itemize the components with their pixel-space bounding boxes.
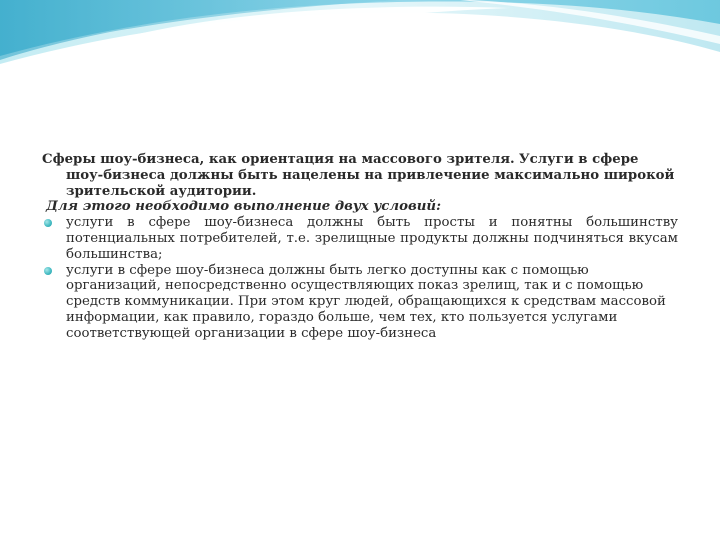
conditions-list — [42, 215, 678, 341]
list-item-text: услуги в сфере шоу-бизнеса должны быть легко доступны как с помощью организаций, непосредственно осуществляющих показ зрелищ, так и с помощью средств коммуникации. При этом круг людей, обращающихся к средствам массовой информации, как правило, гораздо больше, чем тех, кто пользуется услугами соответствующей организации в сфере шоу-бизнеса — [66, 262, 666, 341]
header-wave-decoration — [0, 0, 720, 100]
slide-text-body — [42, 152, 678, 342]
condition-line: Для этого необходимо выполнение двух условий: — [46, 199, 441, 215]
bullet-dot-icon — [44, 219, 52, 227]
list-item — [42, 263, 678, 342]
intro-paragraph — [42, 152, 678, 199]
intro-rest: Услуги в сфере шоу-бизнеса должны быть нацелены на привлечение максимально широкой зрительской аудитории. — [66, 152, 675, 199]
list-item-text: услуги в сфере шоу-бизнеса должны быть просты и понятны большинству потенциальных потребителей, т.е. зрелищные продукты должны подчиняться вкусам большинства; — [66, 215, 678, 262]
bullet-dot-icon — [44, 267, 52, 275]
list-item — [42, 215, 678, 262]
intro-title: Сферы шоу-бизнеса, как ориентация на массового зрителя. — [42, 152, 515, 167]
